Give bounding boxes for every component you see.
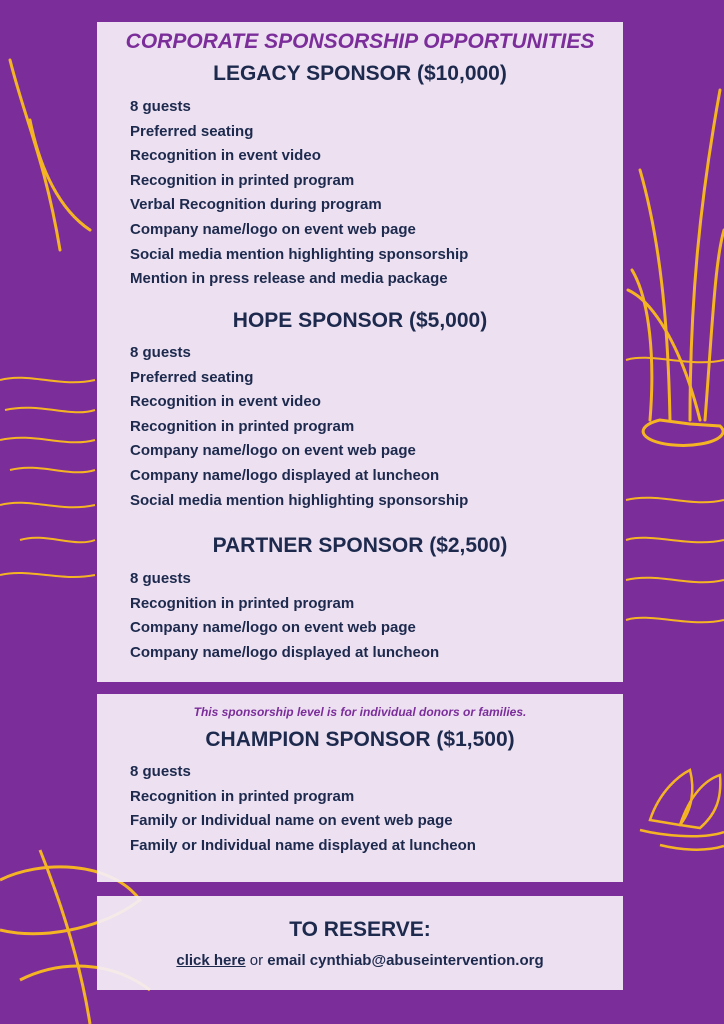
list-item: Recognition in printed program bbox=[130, 787, 355, 805]
list-item: 8 guests bbox=[130, 763, 191, 780]
list-item: Preferred seating bbox=[130, 122, 254, 140]
list-item: Family or Individual name displayed at luncheon bbox=[130, 836, 476, 854]
benefit-list-hope bbox=[130, 341, 468, 513]
click-here-link[interactable]: click here bbox=[176, 952, 246, 969]
list-item: Recognition in event video bbox=[130, 393, 321, 411]
benefit-list-legacy bbox=[130, 95, 468, 292]
list-item: Company name/logo on event web page bbox=[130, 619, 416, 637]
tier-title-partner: PARTNER SPONSOR ($2,500) bbox=[212, 534, 508, 557]
tier-title-legacy: LEGACY SPONSOR ($10,000) bbox=[213, 62, 507, 85]
list-item: Social media mention highlighting sponsorship bbox=[130, 491, 469, 509]
list-item: Recognition in printed program bbox=[130, 417, 355, 435]
list-item: Preferred seating bbox=[130, 368, 254, 386]
benefit-list-partner bbox=[130, 567, 439, 665]
reserve-title: TO RESERVE: bbox=[289, 918, 431, 941]
list-item: Social media mention highlighting sponsorship bbox=[130, 245, 469, 263]
list-item: Company name/logo on event web page bbox=[130, 442, 416, 460]
page-title: CORPORATE SPONSORSHIP OPPORTUNITIES bbox=[125, 30, 595, 53]
list-item: Recognition in event video bbox=[130, 147, 321, 165]
list-item: 8 guests bbox=[130, 570, 191, 587]
list-item: Verbal Recognition during program bbox=[130, 196, 382, 214]
tier-title-champion: CHAMPION SPONSOR ($1,500) bbox=[205, 728, 515, 751]
list-item: Company name/logo on event web page bbox=[130, 220, 416, 238]
list-item: Recognition in printed program bbox=[130, 171, 355, 189]
reserve-email-text: email cynthiab@abuseintervention.org bbox=[267, 952, 544, 969]
list-item: 8 guests bbox=[130, 98, 191, 115]
lotus-flower-icon bbox=[640, 770, 724, 850]
individual-donor-note: This sponsorship level is for individual donors or families. bbox=[193, 705, 527, 719]
tier-title-hope: HOPE SPONSOR ($5,000) bbox=[232, 309, 488, 332]
corporate-sponsorship-panel bbox=[97, 22, 623, 682]
list-item: Company name/logo displayed at luncheon bbox=[130, 466, 440, 484]
champion-sponsorship-panel bbox=[97, 694, 623, 882]
list-item: Company name/logo displayed at luncheon bbox=[130, 643, 440, 661]
list-item: Family or Individual name on event web page bbox=[130, 812, 453, 830]
list-item: 8 guests bbox=[130, 344, 191, 361]
benefit-list-champion bbox=[130, 760, 476, 858]
list-item: Recognition in printed program bbox=[130, 594, 355, 612]
reserve-instructions bbox=[97, 952, 623, 969]
reserve-connector-text: or bbox=[245, 952, 268, 969]
list-item: Mention in press release and media package bbox=[130, 270, 448, 288]
reserve-panel bbox=[97, 896, 623, 990]
